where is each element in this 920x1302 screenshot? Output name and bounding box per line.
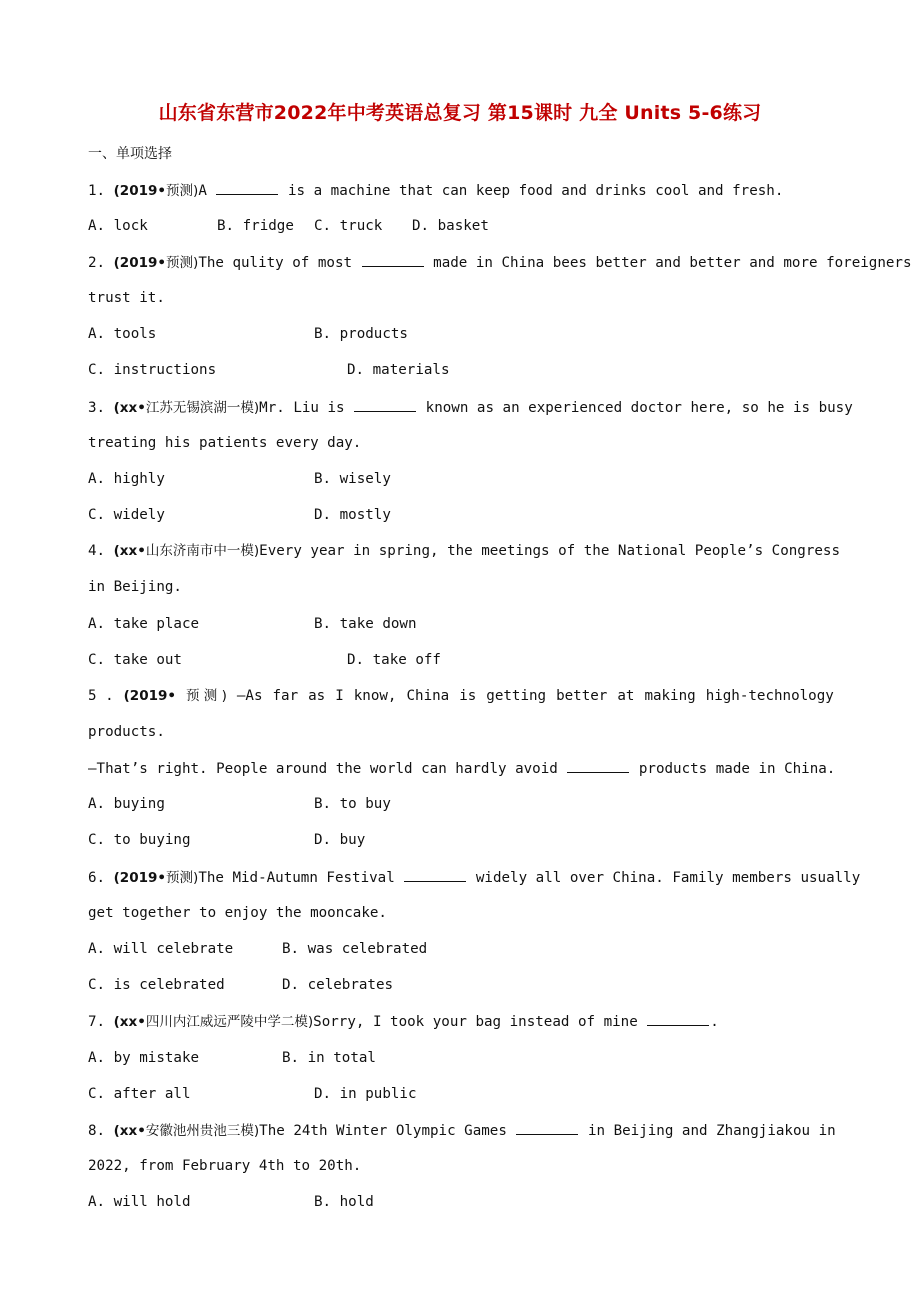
question-3-line2: treating his patients every day. xyxy=(88,435,362,451)
question-5: 5 . (2019• 预 测 ) —As far as I know, China is getting better at making high-technology xyxy=(88,688,834,704)
answer-blank xyxy=(647,1011,709,1026)
option-b: B. take down xyxy=(314,616,417,632)
question-number: 3. xyxy=(88,400,106,416)
page-title: 山东省东营市2022年中考英语总复习 第15课时 九全 Units 5-6练习 xyxy=(158,102,762,124)
option-d: D. materials xyxy=(347,362,450,378)
option-b: B. was celebrated xyxy=(282,941,428,957)
question-6-line2: get together to enjoy the mooncake. xyxy=(88,905,387,921)
option-a: A. lock xyxy=(88,218,148,234)
option-d: D. buy xyxy=(314,832,366,848)
option-c: C. truck xyxy=(314,218,383,234)
question-number: 8. xyxy=(88,1123,106,1139)
option-c: C. take out xyxy=(88,652,182,668)
question-4-line2: in Beijing. xyxy=(88,579,182,595)
option-a: A. buying xyxy=(88,796,165,812)
option-c: C. widely xyxy=(88,507,165,523)
option-b: B. to buy xyxy=(314,796,391,812)
option-b: B. hold xyxy=(314,1194,374,1210)
option-d: D. mostly xyxy=(314,507,391,523)
answer-blank xyxy=(216,180,278,195)
option-d: D. take off xyxy=(347,652,441,668)
option-b: B. products xyxy=(314,326,408,342)
option-a: A. will celebrate xyxy=(88,941,234,957)
question-number: 2. xyxy=(88,255,106,271)
question-number: 5 . xyxy=(88,688,114,704)
answer-blank xyxy=(516,1120,578,1135)
answer-blank xyxy=(354,397,416,412)
question-2: 2. (2019•预测)The qulity of most made in China bees better and better and more foreigners xyxy=(88,252,912,273)
option-d: D. celebrates xyxy=(282,977,394,993)
question-4: 4. (xx•山东济南市中一模)Every year in spring, the meetings of the National People’s Congress xyxy=(88,543,840,559)
question-3: 3. (xx•江苏无锡滨湖一模)Mr. Liu is known as an experienced doctor here, so he is busy xyxy=(88,397,853,418)
option-a: A. tools xyxy=(88,326,157,342)
question-number: 7. xyxy=(88,1014,106,1030)
question-2-line2: trust it. xyxy=(88,290,165,306)
option-a: A. will hold xyxy=(88,1194,191,1210)
option-c: C. to buying xyxy=(88,832,191,848)
answer-blank xyxy=(404,867,466,882)
option-c: C. instructions xyxy=(88,362,217,378)
question-8-line2: 2022, from February 4th to 20th. xyxy=(88,1158,362,1174)
answer-blank xyxy=(362,252,424,267)
question-number: 6. xyxy=(88,870,106,886)
option-a: A. take place xyxy=(88,616,200,632)
option-a: A. by mistake xyxy=(88,1050,200,1066)
section-heading: 一、单项选择 xyxy=(88,146,172,162)
option-d: D. basket xyxy=(412,218,489,234)
option-c: C. is celebrated xyxy=(88,977,225,993)
question-5-reply: —That’s right. People around the world can hardly avoid products made in China. xyxy=(88,758,835,779)
question-number: 4. xyxy=(88,543,106,559)
question-5-line2: products. xyxy=(88,724,165,740)
answer-blank xyxy=(567,758,629,773)
option-b: B. in total xyxy=(282,1050,376,1066)
option-b: B. fridge xyxy=(217,218,294,234)
option-c: C. after all xyxy=(88,1086,191,1102)
question-7: 7. (xx•四川内江威远严陵中学二模)Sorry, I took your bag instead of mine . xyxy=(88,1011,719,1032)
question-8: 8. (xx•安徽池州贵池三模)The 24th Winter Olympic Games in Beijing and Zhangjiakou in xyxy=(88,1120,836,1141)
option-d: D. in public xyxy=(314,1086,417,1102)
question-1: 1. (2019•预测)A is a machine that can keep food and drinks cool and fresh. xyxy=(88,180,783,201)
option-a: A. highly xyxy=(88,471,165,487)
question-number: 1. xyxy=(88,183,106,199)
option-b: B. wisely xyxy=(314,471,391,487)
question-6: 6. (2019•预测)The Mid-Autumn Festival widely all over China. Family members usually xyxy=(88,867,860,888)
